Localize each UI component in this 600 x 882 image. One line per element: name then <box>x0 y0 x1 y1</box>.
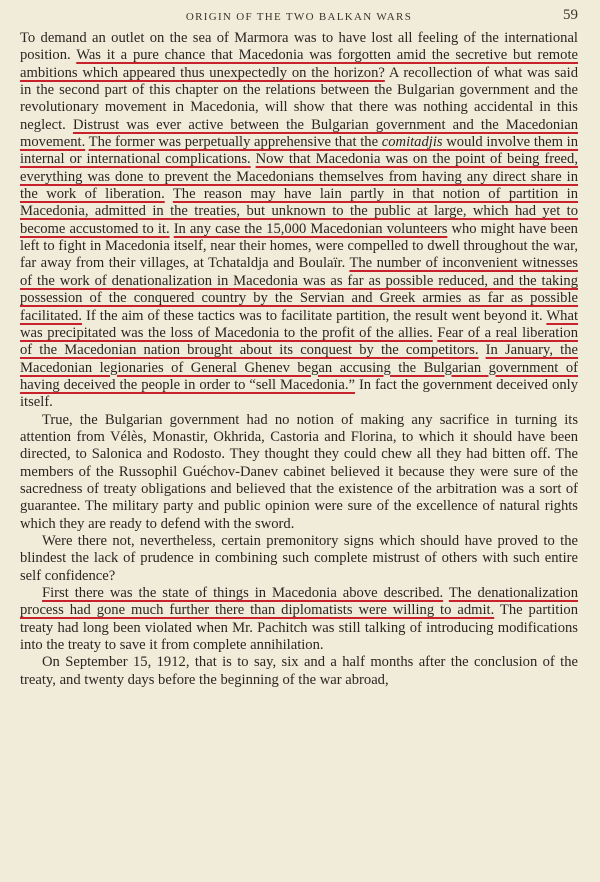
underlined-passage: What was precipitated was the loss of Macedonia to the profit of the allies. <box>20 307 579 341</box>
sentence: The partition treaty had long been violated when Mr. Pachitch was still talking of introducing modifications into the treaty to save it from complete annihilation. <box>20 602 578 654</box>
underlined-text: would involve them in internal or international complications. <box>20 134 579 168</box>
underlined-passage: Fear of a real liberation of the Macedonian nation brought about its conquest by the competitors. <box>20 324 578 359</box>
paragraph-5: On September 15, 1912, that is to say, six and a half months after the conclusion of the treaty, and twenty days before the beginning of the war abroad, <box>20 654 578 688</box>
underlined-passage: The reason may have lain partly in that notion of partition in Macedonia, admitted in the treaties, but unknown to the public at large, which had yet to become accustomed to it. <box>20 186 578 237</box>
underlined-passage: Distrust was ever active between the Bulgarian government and the Macedonian movement. <box>20 116 578 151</box>
sentence: A recollection of what was said in the second part of this chapter on the relations between the Bulgarian government and the revolutionary movement in Macedonia, will show that there was nothing accidental in this neglect. <box>20 64 578 133</box>
sentence: If the aim of these tactics was to facilitate partition, the result went beyond it. <box>86 307 543 324</box>
paragraph-1 <box>20 30 578 412</box>
underlined-passage: In any case the 15,000 Macedonian volunteers <box>173 220 448 237</box>
sentence: who might have been left to fight in Macedonia itself, near their homes, were compelled to dwell throughout the war, far away from their villages, at Tchataldja and Boulaïr. <box>20 220 578 272</box>
paragraph-4 <box>20 585 578 654</box>
sentence: To demand an outlet on the sea of Marmora was to have lost all feeling of the international position. <box>20 30 578 64</box>
underlined-passage: Was it a pure chance that Macedonia was forgotten amid the secretive but remote ambitions which appeared thus unexpectedly on the horizon? <box>20 47 578 81</box>
underlined-passage: Now that Macedonia was on the point of being freed, everything was done to prevent the Macedonians themselves from having any direct share in the work of liberation. <box>20 151 578 203</box>
underlined-text: The former was perpetually apprehensive that the <box>88 134 379 151</box>
page-number: 59 <box>563 7 578 23</box>
paragraph-2: True, the Bulgarian government had no notion of making any sacrifice in turning its attention from Vélès, Monastir, Okhrida, Castoria and Florina, to which it should have been directed, to Salonica and Rodosto. They thought they could chew all they had bitten off. The members of the Russophil Guéchov-Danev cabinet believed it because they were sure of the sacredness of treaty obligations and believed that the existence of the arbitration was a sort of guarantee. The military party and public opinion were sure of the excellence of natural rights which they are ready to defend with the sword. <box>20 411 578 532</box>
page-header <box>20 4 578 30</box>
body-text <box>20 30 578 689</box>
paragraph-3: Were there not, nevertheless, certain premonitory signs which should have proved to the blindest the lack of prudence in combining such complete mistrust of others with such entire self confidence? <box>20 532 578 584</box>
italic-term: comitadjis <box>381 134 443 151</box>
underlined-passage: In January, the Macedonian legionaries of General Ghenev began accusing the Bulgarian government of having deceived the people in order to “sell Macedonia.” <box>20 342 578 393</box>
underlined-passage: The number of inconvenient witnesses of the work of denationalization in Macedonia was as far as possible reduced, and the taking possession of the conquered country by the Servian and Greek armies as far as possible facilitated. <box>20 255 578 324</box>
sentence: In fact the government deceived only itself. <box>20 376 578 411</box>
running-head: ORIGIN OF THE TWO BALKAN WARS <box>185 11 413 23</box>
underlined-passage: First there was the state of things in Macedonia above described. <box>42 585 444 601</box>
underlined-passage: The denationalization process had gone much further there than diplomatists were willing to admit. <box>20 585 578 619</box>
